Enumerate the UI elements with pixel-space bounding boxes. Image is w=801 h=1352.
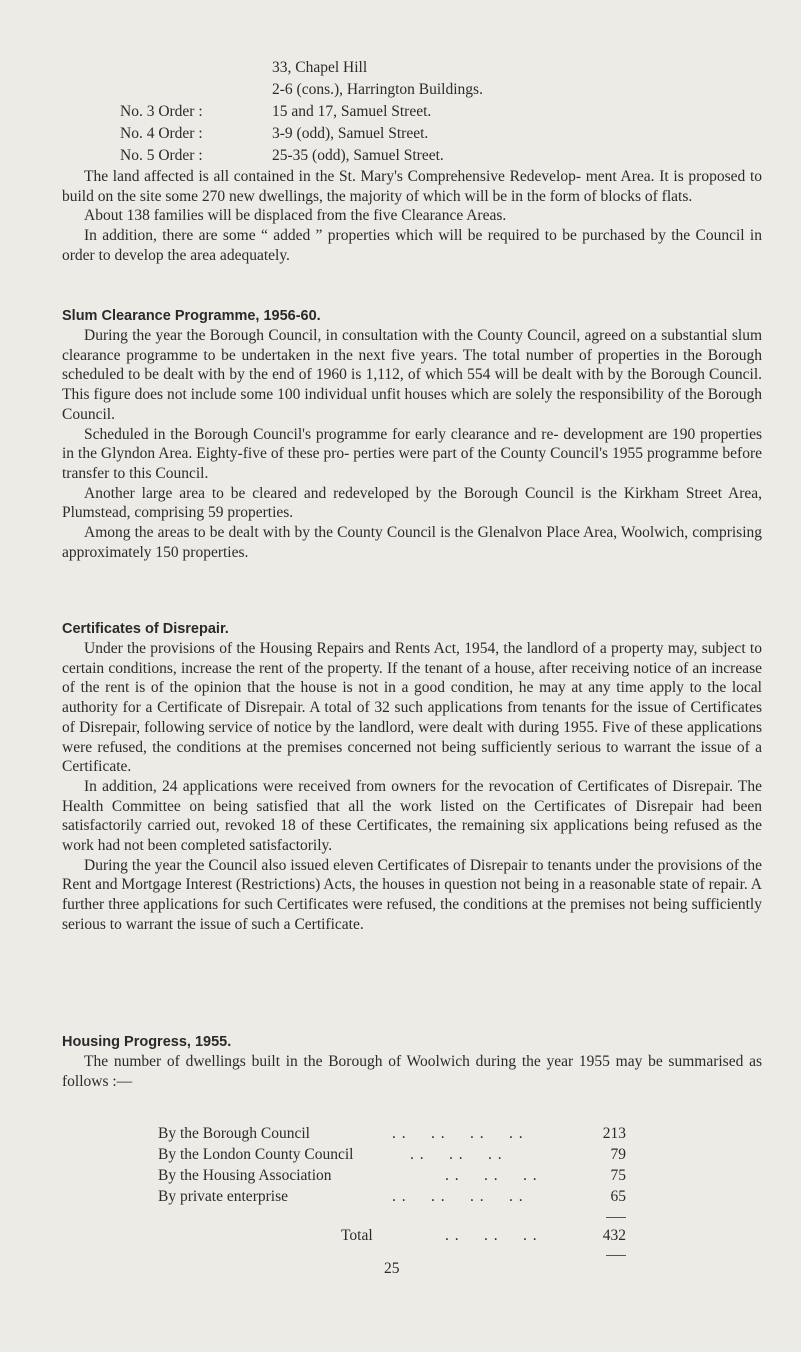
paragraph: About 138 families will be displaced from the five Clearance Areas. xyxy=(84,207,507,225)
paragraph: Another large area to be cleared and redeveloped by the Borough Council is the Kirkham Street Area, Plumstead, comprising 59 properties. xyxy=(62,484,762,522)
order-address: 2-6 (cons.), Harrington Buildings. xyxy=(272,81,483,98)
summary-value: 75 xyxy=(610,1167,626,1184)
order-address: 3-9 (odd), Samuel Street. xyxy=(272,125,429,142)
paragraph: Under the provisions of the Housing Repairs and Rents Act, 1954, the landlord of a property may, subject to certain conditions, increase the rent of the property. If the tenant of a house, after receiving notice of an increase of the rent is of the opinion that the house is not in a good condition, he may at any time apply to the local authority for a Certificate of Disrepair. A total of 32 such applications from tenants for the issue of Certificates of Disrepair, following service of notice by the landlord, were dealt with during 1955. Five of these applications were refused, the conditions at the premises concerned not being sufficiently serious to warrant the issue of a Certificate. xyxy=(62,640,762,776)
slum-clearance-section xyxy=(62,306,762,562)
subtotal-rule xyxy=(606,1217,626,1218)
summary-value: 213 xyxy=(602,1125,626,1142)
certificates-section xyxy=(62,619,762,935)
summary-row xyxy=(0,1187,801,1207)
paragraph: The number of dwellings built in the Borough of Woolwich during the year 1955 may be summarised as follows :— xyxy=(62,1053,762,1090)
order-address: 33, Chapel Hill xyxy=(272,59,368,76)
paragraph: In addition, there are some “ added ” properties which will be required to be purchased by the Council in order to develop the area adequately. xyxy=(62,227,762,264)
summary-label: By the Borough Council xyxy=(158,1125,310,1142)
summary-row xyxy=(0,1166,801,1186)
order-label: No. 3 Order : xyxy=(120,103,203,120)
total-label: Total xyxy=(341,1227,373,1244)
paragraph: The land affected is all contained in the St. Mary's Comprehensive Redevelop- ment Area. It is proposed to build on the site some 270 new dwellings, the majority of which will be in the form of blocks of flats. xyxy=(62,168,762,205)
summary-label: By private enterprise xyxy=(158,1188,288,1205)
section-heading: Housing Progress, 1955. xyxy=(62,1034,232,1050)
order-label: No. 4 Order : xyxy=(120,125,203,142)
summary-row xyxy=(0,1124,801,1144)
paragraph: Scheduled in the Borough Council's programme for early clearance and re- development are 190 properties in the Glyndon Area. Eighty-five of these pro- perties were part of the County Council's 1955 programme before transfer to this Council. xyxy=(62,425,762,482)
total-rule xyxy=(606,1255,626,1256)
paragraph: Among the areas to be dealt with by the County Council is the Glenalvon Place Area, Woolwich, comprising approximately 150 properties. xyxy=(62,524,762,561)
paragraph: During the year the Council also issued eleven Certificates of Disrepair to tenants under the provisions of the Rent and Mortgage Interest (Restrictions) Acts, the houses in question not being in a reasonable state of repair. A further three applications for such Certificates were refused, the conditions at the premises not being sufficiently serious to warrant the issue of such a Certificate. xyxy=(62,856,762,933)
leader-dots: . . . . . . . . xyxy=(392,1188,524,1205)
total-value: 432 xyxy=(602,1227,626,1244)
summary-label: By the Housing Association xyxy=(158,1167,332,1184)
summary-total-row xyxy=(0,1226,801,1246)
section-heading: Slum Clearance Programme, 1956-60. xyxy=(62,308,321,324)
order-address: 25-35 (odd), Samuel Street. xyxy=(272,147,444,164)
order-address: 15 and 17, Samuel Street. xyxy=(272,103,432,120)
order-label: No. 5 Order : xyxy=(120,147,203,164)
leader-dots: . . . . . . . . xyxy=(392,1125,524,1142)
leader-dots: . . . . . . xyxy=(410,1146,503,1163)
leader-dots: . . . . . . xyxy=(445,1227,538,1244)
summary-label: By the London County Council xyxy=(158,1146,354,1163)
paragraph: In addition, 24 applications were received from owners for the revocation of Certificates of Disrepair. The Health Committee on being satisfied that all the work listed on the Certificates of Disrepair had been satisfactorily carried out, revoked 18 of these Certificates, the remaining six applications being refused as the work had not been completed satisfactorily. xyxy=(62,777,762,855)
intro-section xyxy=(62,167,762,266)
summary-row xyxy=(0,1145,801,1165)
housing-progress-section xyxy=(62,1032,762,1091)
leader-dots: . . . . . . xyxy=(445,1167,538,1184)
section-heading: Certificates of Disrepair. xyxy=(62,621,229,637)
summary-value: 79 xyxy=(610,1146,626,1163)
summary-value: 65 xyxy=(610,1188,626,1205)
page-number: 25 xyxy=(384,1260,400,1277)
paragraph: During the year the Borough Council, in consultation with the County Council, agreed on a substantial slum clearance programme to be undertaken in the next five years. The total number of properties in the Borough scheduled to be dealt with by the end of 1960 is 1,112, of which 554 will be dealt with by the Borough Council. This figure does not include some 100 individual unfit houses which are solely the responsibility of the Borough Council. xyxy=(62,327,762,423)
